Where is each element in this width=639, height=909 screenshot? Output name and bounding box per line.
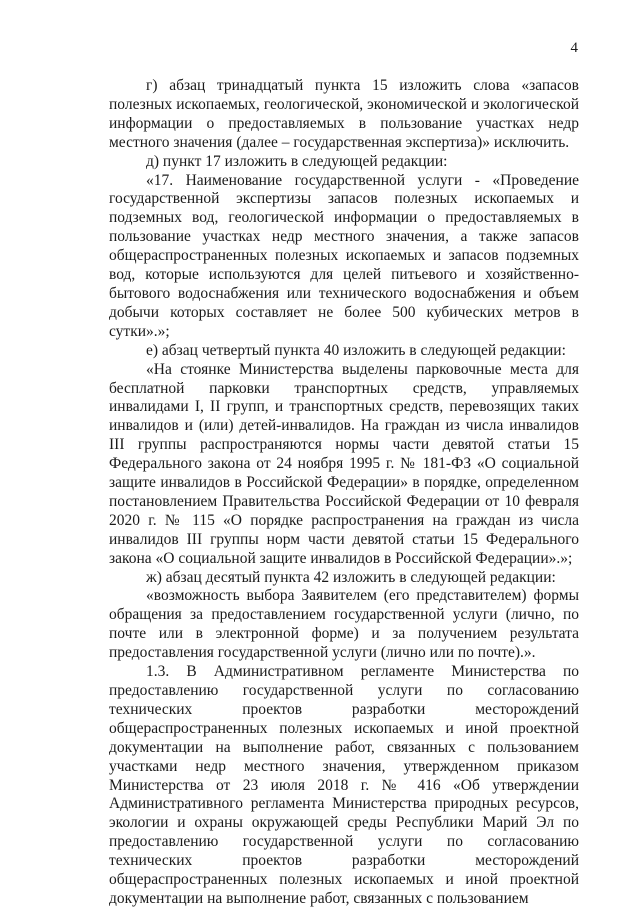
- paragraph-item-17: «17. Наименование государственной услуги - «Проведение государственной экспертизы запасов полезных ископаемых и подземных вод, геологической информации о предоставляемых в пользование участках недр местного значения, а также запасов общераспространенных полезных ископаемых и запасов подземных вод, которые используются для целей питьевого и хозяйственно-бытового водоснабжения или технического водоснабжения и объем добычи которых составляет не более 500 кубических метров в сутки».»;: [109, 171, 579, 340]
- paragraph-parking: «На стоянке Министерства выделены парковочные места для бесплатной парковки транспортных средств, управляемых инвалидами I, II групп, и транспортных средств, перевозящих таких инвалидов и (или) детей-инвалидов. На граждан из числа инвалидов III группы распространяются нормы части девятой статьи 15 Федерального закона от 24 ноября 1995 г. № 181-ФЗ «О социальной защите инвалидов в Российской Федерации» в порядке, определенном постановлением Правительства Российской Федерации от 10 февраля 2020 г. № 115 «О порядке распространения на граждан из числа инвалидов III группы норм части девятой статьи 15 Федерального закона «О социальной защите инвалидов в Российской Федерации».»;: [109, 360, 579, 567]
- page-number: 4: [570, 40, 578, 56]
- paragraph-zh: ж) абзац десятый пункта 42 изложить в следующей редакции:: [146, 568, 556, 586]
- paragraph-choice: «возможность выбора Заявителем (его представителем) формы обращения за предоставлением государственной услуги (лично, по почте или в электронной форме) и за получением результата предоставления государственной услуги (лично или по почте).».: [109, 587, 579, 662]
- paragraph-1-3: 1.3. В Административном регламенте Министерства по предоставлению государственной услуги по согласованию технических проектов разработки месторождений общераспространенных полезных ископаемых и иной проектной документации на выполнение работ, связанных с пользованием участками недр местного значения, утвержденном приказом Министерства от 23 июля 2018 г. № 416 «Об утверждении Административного регламента Министерства природных ресурсов, экологии и охраны окружающей среды Республики Марий Эл по предоставлению государственной услуги по согласованию технических проектов разработки месторождений общераспространенных полезных ископаемых и иной проектной документации на выполнение работ, связанных с пользованием: [109, 663, 579, 907]
- document-body: [109, 77, 579, 909]
- paragraph-d: д) пункт 17 изложить в следующей редакции:: [146, 152, 448, 170]
- paragraph-g: г) абзац тринадцатый пункта 15 изложить слова «запасов полезных ископаемых, геологической, экономической и экологической информации о предоставляемых в пользование участках недр местного значения (далее – государственная экспертиза)» исключить.: [109, 77, 579, 151]
- paragraph-e: е) абзац четвертый пункта 40 изложить в следующей редакции:: [146, 341, 566, 359]
